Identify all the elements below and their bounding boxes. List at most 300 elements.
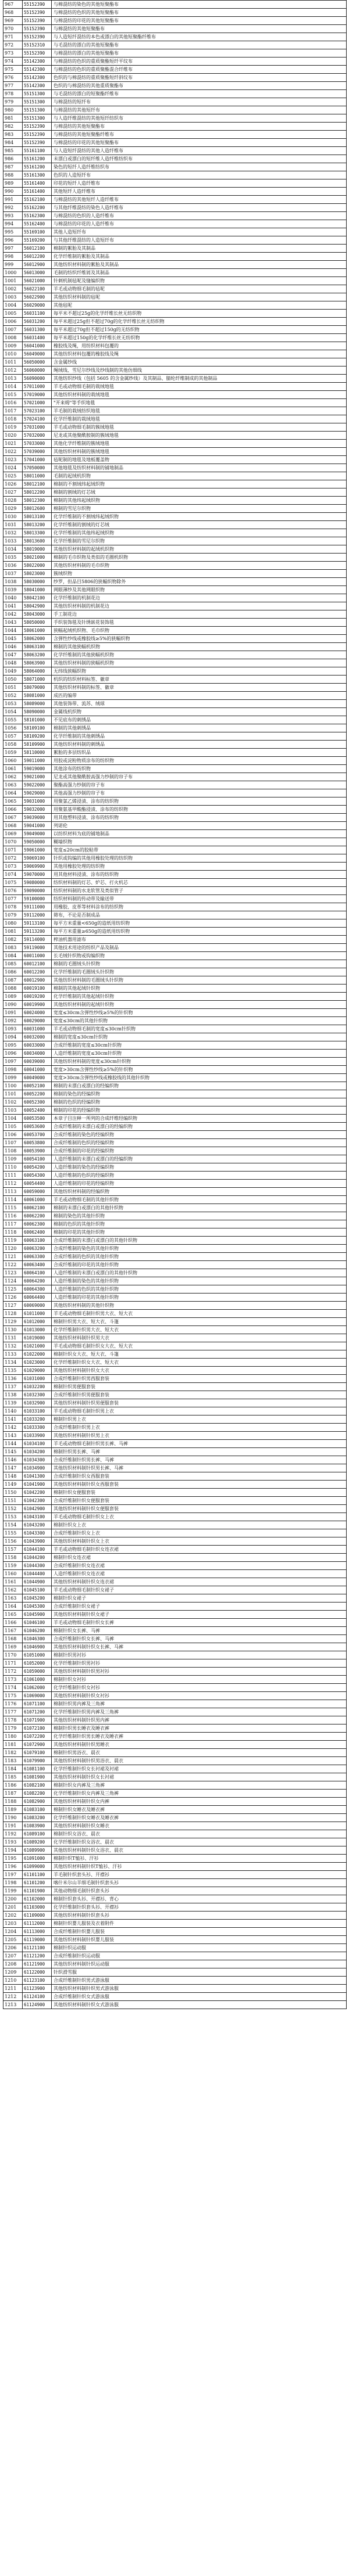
row-number: 978 <box>3 90 23 98</box>
row-number: 1148 <box>3 1472 23 1480</box>
product-name: 其他纺织材料制针织套头衫 <box>54 1913 109 1918</box>
product-name: 与棉混纺的漂白的其他短聚酯布 <box>54 51 119 56</box>
tariff-code: 60019900 <box>23 1001 52 1008</box>
table-row <box>3 936 346 944</box>
tariff-code: 60061000 <box>23 1196 52 1203</box>
table-row <box>3 765 346 773</box>
tariff-code: 61033300 <box>23 1424 52 1431</box>
tariff-code: 61089900 <box>23 1846 52 1854</box>
product-name: 化学纤维制的其他刺绣品 <box>54 734 105 739</box>
row-number: 1200 <box>3 1895 23 1903</box>
table-row <box>3 1635 346 1643</box>
product-name: 化学纤维制的絮胎及其制品 <box>54 254 109 259</box>
product-name: 羊毛或动物细毛制针织男上衣 <box>54 1409 114 1414</box>
tariff-code: 55152390 <box>23 139 52 146</box>
row-number: 1084 <box>3 952 23 960</box>
row-number: 1073 <box>3 863 23 870</box>
row-number: 1169 <box>3 1643 23 1651</box>
row-number: 1168 <box>3 1635 23 1643</box>
table-row <box>3 245 346 253</box>
row-number: 1075 <box>3 879 23 886</box>
table-row <box>3 732 346 741</box>
row-number: 1167 <box>3 1627 23 1634</box>
tariff-code: 57039000 <box>23 448 52 455</box>
product-name: 与人造短纤混纺的其他人造纤维布 <box>54 148 123 153</box>
row-number: 1087 <box>3 976 23 984</box>
table-row <box>3 448 346 456</box>
product-name: 其他技术用途的纺织产品及制品 <box>54 945 119 950</box>
table-row <box>3 464 346 472</box>
product-name: 合成纤维制针织女上衣 <box>54 1530 100 1536</box>
product-name: 用橡胶、皮革等材料涂布的纺织物 <box>54 904 123 910</box>
tariff-code: 57031000 <box>23 423 52 431</box>
product-name: 棉制针织女浴衣、晨衣 <box>54 1831 100 1837</box>
row-number: 1201 <box>3 1903 23 1911</box>
tariff-code: 58012300 <box>23 497 52 504</box>
tariff-code: 60019100 <box>23 985 52 992</box>
product-name: 针织或钩编的其他用橡胶处理的纺织物 <box>54 856 133 861</box>
row-number: 1096 <box>3 1050 23 1057</box>
tariff-code: 61112000 <box>23 1920 52 1927</box>
table-row <box>3 789 346 797</box>
tariff-code: 58109900 <box>23 741 52 748</box>
tariff-code: 61019000 <box>23 1334 52 1342</box>
row-number: 1171 <box>3 1659 23 1667</box>
row-number: 992 <box>3 204 23 211</box>
table-row <box>3 1302 346 1310</box>
table-row <box>3 895 346 903</box>
table-row <box>3 1993 346 2001</box>
tariff-table <box>3 0 347 2009</box>
table-row <box>3 1074 346 1082</box>
product-name: 化学纤维制针织女内裤及三角裤 <box>54 1791 119 1796</box>
tariff-code: 60031000 <box>23 1025 52 1033</box>
table-row <box>3 49 346 58</box>
table-row <box>3 968 346 976</box>
tariff-code: 61071900 <box>23 1716 52 1724</box>
product-name: 棉制针织女上衣 <box>54 1522 86 1528</box>
table-row <box>3 1066 346 1074</box>
tariff-code: 55162300 <box>23 212 52 220</box>
row-number: 996 <box>3 236 23 244</box>
tariff-code: 61043100 <box>23 1513 52 1521</box>
table-row <box>3 179 346 188</box>
row-number: 1125 <box>3 1285 23 1293</box>
tariff-code: 59069100 <box>23 854 52 862</box>
table-row <box>3 635 346 643</box>
row-number: 1062 <box>3 773 23 781</box>
product-name: 与棉混纺的其他短聚酯纤维布 <box>54 132 114 137</box>
product-name: 其他纺织材料制的经编织物 <box>54 1189 109 1194</box>
table-row <box>3 863 346 871</box>
table-row <box>3 407 346 415</box>
product-name: 每平米超过70g但不超过150g的无纺织物 <box>54 327 140 332</box>
row-number: 1182 <box>3 1749 23 1756</box>
table-row <box>3 1383 346 1391</box>
tariff-code: 58063900 <box>23 659 52 667</box>
table-row <box>3 318 346 326</box>
table-row <box>3 456 346 464</box>
tariff-code: 56050000 <box>23 358 52 366</box>
table-row <box>3 773 346 781</box>
row-number: 1005 <box>3 310 23 317</box>
tariff-code: 58109200 <box>23 732 52 740</box>
product-name: 宽度>30cm含弹性纱线≥5%的针织物 <box>54 1067 133 1072</box>
table-row <box>3 578 346 586</box>
tariff-code: 61034200 <box>23 1448 52 1456</box>
row-number: 1086 <box>3 968 23 976</box>
table-row <box>3 1676 346 1684</box>
row-number: 1178 <box>3 1716 23 1724</box>
tariff-code: 61121900 <box>23 1960 52 1968</box>
product-name: 用聚氨基甲酸酯浸渍、涂布的纺织物 <box>54 807 128 812</box>
product-name: 其他纺织材料制的栽绒地毯 <box>54 392 109 397</box>
row-number: 1191 <box>3 1822 23 1830</box>
row-number: 1079 <box>3 911 23 919</box>
product-name: 与棉混纺的短纤布 <box>54 99 91 105</box>
row-number: 987 <box>3 163 23 171</box>
product-name: 羊毛或动物细毛制针织女大衣、短大衣 <box>54 1343 133 1349</box>
row-number: 1211 <box>3 1985 23 1992</box>
row-number: 1055 <box>3 716 23 724</box>
product-name: 合成纤维制针织男上衣 <box>54 1425 100 1430</box>
tariff-code: 59070000 <box>23 871 52 878</box>
row-number: 1107 <box>3 1139 23 1147</box>
product-name: 合成纤维制针织婴儿服装 <box>54 1929 105 1934</box>
tariff-code: 61101100 <box>23 1871 52 1878</box>
product-name: 与人造短纤混纺的本色或漂白的其他短聚酯纤维布 <box>54 34 156 39</box>
tariff-code: 58090000 <box>23 708 52 716</box>
product-name: 其他用橡胶处理的纺织物 <box>54 864 105 869</box>
tariff-code: 57021000 <box>23 399 52 407</box>
tariff-code: 58023000 <box>23 570 52 577</box>
row-number: 1012 <box>3 367 23 374</box>
row-number: 1039 <box>3 586 23 594</box>
product-name: 棉制针织男便服套装 <box>54 1384 95 1389</box>
table-row <box>3 684 346 692</box>
product-name: 其他纺织材料制针织女长衬裙 <box>54 1774 114 1780</box>
tariff-code: 55152390 <box>23 1 52 8</box>
row-number: 1193 <box>3 1838 23 1846</box>
row-number: 975 <box>3 66 23 73</box>
row-number: 991 <box>3 196 23 203</box>
tariff-code: 55161400 <box>23 179 52 187</box>
row-number: 979 <box>3 98 23 106</box>
product-name: 棉制针织女长裤、马裤 <box>54 1628 100 1633</box>
product-name: "开来姆"等手织地毯 <box>54 400 95 405</box>
product-name: 合成纤维制针织女长裤、马裤 <box>54 1636 114 1641</box>
row-number: 1213 <box>3 2001 23 2009</box>
row-number: 1041 <box>3 602 23 610</box>
product-name: 棉制的未漂白或漂白的经编织物 <box>54 1083 119 1088</box>
row-number: 994 <box>3 220 23 228</box>
table-row <box>3 1350 346 1359</box>
product-name: 棉制针织婴儿服装及衣着附件 <box>54 1921 114 1926</box>
product-name: 含弹性纱线或橡胶线≥5%的狭幅织物 <box>54 636 130 641</box>
table-row <box>3 903 346 911</box>
table-row <box>3 1912 346 1920</box>
tariff-code: 55151300 <box>23 98 52 106</box>
table-row <box>3 797 346 806</box>
table-row <box>3 1415 346 1424</box>
tariff-code: 61032900 <box>23 1399 52 1407</box>
row-number: 1088 <box>3 985 23 992</box>
tariff-code: 60062200 <box>23 1212 52 1220</box>
product-name: 长毛绒针织物或钩编织物 <box>54 953 105 958</box>
product-name: 棉制针织女连衣裙 <box>54 1555 91 1560</box>
row-number: 1127 <box>3 1302 23 1309</box>
table-row <box>3 391 346 399</box>
product-name: 纺织材料制的传动带及输送带 <box>54 896 114 901</box>
product-name: 与棉混纺的印花的其他短聚酯布 <box>54 18 119 23</box>
tariff-code: 59114000 <box>23 936 52 943</box>
table-row <box>3 1456 346 1464</box>
product-name: 棉制的割绒的灯芯绒 <box>54 490 95 495</box>
product-name: 其他纺织材料包覆的橡胶线及绳 <box>54 351 119 357</box>
row-number: 1154 <box>3 1521 23 1529</box>
product-name: 筛布，不论是否制成品 <box>54 912 100 918</box>
row-number: 1143 <box>3 1432 23 1439</box>
row-number: 1044 <box>3 627 23 634</box>
tariff-code: 58042900 <box>23 602 52 610</box>
row-number: 1160 <box>3 1570 23 1578</box>
table-row <box>3 147 346 155</box>
tariff-code: 57023100 <box>23 407 52 415</box>
tariff-code: 61045100 <box>23 1586 52 1594</box>
tariff-code: 56031300 <box>23 326 52 333</box>
tariff-code: 58030000 <box>23 578 52 585</box>
row-number: 1155 <box>3 1529 23 1537</box>
product-name: 棉制针织男大衣、短大衣、斗篷 <box>54 1319 119 1324</box>
product-name: 棉制针织女内裤及三角裤 <box>54 1783 105 1788</box>
table-row <box>3 1765 346 1773</box>
tariff-code: 60054400 <box>23 1180 52 1187</box>
tariff-code: 58081000 <box>23 692 52 699</box>
table-row <box>3 1025 346 1033</box>
product-name: 其他纺织材料制针织女式游泳服 <box>54 2002 119 2007</box>
row-number: 1157 <box>3 1546 23 1553</box>
tariff-code: 61042200 <box>23 1489 52 1496</box>
row-number: 1202 <box>3 1912 23 1919</box>
tariff-code: 61046200 <box>23 1627 52 1634</box>
table-row <box>3 879 346 887</box>
table-row <box>3 716 346 724</box>
row-number: 1065 <box>3 797 23 805</box>
row-number: 1069 <box>3 830 23 838</box>
row-number: 1185 <box>3 1773 23 1781</box>
product-name: 簇绒织物 <box>54 571 72 576</box>
product-name: 棉制的雪尼尔织物 <box>54 506 91 511</box>
table-row <box>3 610 346 619</box>
table-row <box>3 1586 346 1594</box>
tariff-code: 58064000 <box>23 667 52 675</box>
product-name: 人造纤维制的宽度≤30cm针织物 <box>54 1051 122 1056</box>
product-name: 其他化学纤维制的簇绒地毯 <box>54 441 109 446</box>
product-name: 其他纺织材料制针织女连衣裙 <box>54 1579 114 1585</box>
tariff-code: 61082200 <box>23 1790 52 1797</box>
tariff-code: 59090000 <box>23 887 52 894</box>
row-number: 1166 <box>3 1619 23 1626</box>
product-name: 与棉混纺的印花的人造纤维布 <box>54 221 114 227</box>
product-name: 其他纺织纱线（包括 5605 的含金属纱线）及其制品、腈纶纤维制成的其他制品 <box>54 376 218 381</box>
tariff-code: 59022000 <box>23 781 52 789</box>
row-number: 1187 <box>3 1790 23 1797</box>
table-row <box>3 724 346 732</box>
table-row <box>3 423 346 432</box>
row-number: 983 <box>3 131 23 138</box>
tariff-code: 55169200 <box>23 236 52 244</box>
tariff-code: 59111000 <box>23 903 52 911</box>
table-row <box>3 1977 346 1985</box>
product-name: 羊毛制针织套头衫、开襟衫 <box>54 1872 109 1877</box>
table-row <box>3 1716 346 1724</box>
row-number: 995 <box>3 228 23 236</box>
tariff-code: 58062000 <box>23 635 52 642</box>
product-name: 与其他纤维混纺的染色人造纤维布 <box>54 205 123 210</box>
table-row <box>3 602 346 610</box>
tariff-code: 60063100 <box>23 1237 52 1244</box>
table-row <box>3 1245 346 1253</box>
product-name: 棉制的其他刺绣品 <box>54 725 91 731</box>
row-number: 1195 <box>3 1855 23 1862</box>
row-number: 1142 <box>3 1424 23 1431</box>
row-number: 1025 <box>3 472 23 480</box>
row-number: 1179 <box>3 1724 23 1732</box>
tariff-code: 61046100 <box>23 1619 52 1626</box>
tariff-code: 57019000 <box>23 391 52 398</box>
row-number: 1027 <box>3 488 23 496</box>
product-name: 人造纤维制针织女连衣裙 <box>54 1571 105 1576</box>
table-row <box>3 1603 346 1611</box>
row-number: 1113 <box>3 1188 23 1195</box>
table-row <box>3 911 346 919</box>
table-row <box>3 1139 346 1147</box>
product-name: 合成纤维制针织女连衣裙 <box>54 1563 105 1568</box>
tariff-code: 56022900 <box>23 293 52 301</box>
product-name: 毛制的起绒机织物 <box>54 473 91 479</box>
row-number: 1011 <box>3 358 23 366</box>
tariff-code: 61044900 <box>23 1578 52 1586</box>
row-number: 1181 <box>3 1741 23 1748</box>
tariff-code: 60062100 <box>23 1204 52 1212</box>
row-number: 1029 <box>3 505 23 512</box>
row-number: 1008 <box>3 334 23 342</box>
row-number: 1126 <box>3 1294 23 1301</box>
product-name: 用其他塑料浸渍、涂布的纺织物 <box>54 815 119 820</box>
table-row <box>3 993 346 1001</box>
table-row <box>3 1098 346 1106</box>
table-row <box>3 1546 346 1554</box>
tariff-code: 60039000 <box>23 1058 52 1065</box>
row-number: 1022 <box>3 448 23 455</box>
tariff-code: 60062400 <box>23 1228 52 1236</box>
tariff-code: 56090000 <box>23 375 52 382</box>
table-row <box>3 261 346 269</box>
product-name: 羊毛或动物细毛制的宽度≤30cm针织物 <box>54 1026 136 1032</box>
row-number: 1000 <box>3 269 23 276</box>
table-row <box>3 1310 346 1318</box>
row-number: 1051 <box>3 684 23 691</box>
row-number: 1054 <box>3 708 23 716</box>
product-name: 其他纺织材料制针织女内裤 <box>54 1799 109 1804</box>
tariff-code: 61113000 <box>23 1928 52 1935</box>
table-row <box>3 960 346 968</box>
tariff-code: 60052200 <box>23 1090 52 1098</box>
row-number: 1164 <box>3 1603 23 1610</box>
table-row <box>3 1985 346 1993</box>
tariff-code: 55152390 <box>23 49 52 57</box>
product-name: 人造纤维制的色织的其他针织物 <box>54 1287 119 1292</box>
product-name: 棉制针织运动服 <box>54 1945 86 1950</box>
tariff-code: 61079900 <box>23 1757 52 1765</box>
tariff-code: 60052300 <box>23 1098 52 1106</box>
tariff-code: 59049000 <box>23 830 52 838</box>
tariff-code: 61083900 <box>23 1822 52 1830</box>
product-name: 棉制针织女大衣、短大衣、斗篷 <box>54 1352 119 1357</box>
row-number: 984 <box>3 139 23 146</box>
row-number: 1109 <box>3 1155 23 1163</box>
row-number: 1180 <box>3 1733 23 1740</box>
table-row <box>3 1448 346 1456</box>
table-row <box>3 383 346 391</box>
tariff-code: 59019000 <box>23 765 52 773</box>
row-number: 1076 <box>3 887 23 894</box>
row-number: 1123 <box>3 1269 23 1277</box>
row-number: 977 <box>3 82 23 89</box>
row-number: 1186 <box>3 1781 23 1789</box>
row-number: 1199 <box>3 1887 23 1895</box>
tariff-code: 56029000 <box>23 301 52 309</box>
table-row <box>3 1806 346 1814</box>
product-name: 其他纺织材料制针织女大衣 <box>54 1368 109 1373</box>
product-name: 其他短纤人造纤维布 <box>54 189 95 194</box>
row-number: 1134 <box>3 1359 23 1366</box>
row-number: 1060 <box>3 757 23 764</box>
row-number: 1059 <box>3 749 23 756</box>
product-name: 其他纺织材料制的毛圈绒头针织物 <box>54 978 123 983</box>
product-name: 合成纤维制针织男式游泳服 <box>54 1978 109 1983</box>
row-number: 1043 <box>3 619 23 626</box>
tariff-code: 58063100 <box>23 643 52 651</box>
product-name: 棉制针织套头衫、开襟衫、背心 <box>54 1896 119 1902</box>
row-number: 1159 <box>3 1562 23 1569</box>
table-row <box>3 155 346 163</box>
tariff-code: 58109100 <box>23 724 52 732</box>
row-number: 1105 <box>3 1123 23 1130</box>
table-row <box>3 1090 346 1098</box>
row-number: 1114 <box>3 1196 23 1203</box>
row-number: 1048 <box>3 659 23 667</box>
product-name: 人造纤维制的色织的经编织物 <box>54 1173 114 1178</box>
tariff-code: 61101900 <box>23 1887 52 1895</box>
table-row <box>3 919 346 928</box>
product-name: 与棉混纺的其他短聚酯布 <box>54 124 105 129</box>
row-number: 974 <box>3 58 23 65</box>
table-row <box>3 1375 346 1383</box>
row-number: 1103 <box>3 1106 23 1114</box>
tariff-code: 61011000 <box>23 1310 52 1317</box>
product-name: 化学纤维制的毛圈绒头针织物 <box>54 969 114 975</box>
row-number: 1128 <box>3 1310 23 1317</box>
row-number: 1050 <box>3 676 23 683</box>
row-number: 1140 <box>3 1407 23 1415</box>
product-name: 宽度>30cm含弹性纱线或橡胶线的其他针织物 <box>54 1075 149 1080</box>
row-number: 1032 <box>3 529 23 537</box>
table-row <box>3 1424 346 1432</box>
product-name: 化学纤维制的雪尼尔织物 <box>54 538 105 544</box>
table-row <box>3 58 346 66</box>
row-number: 1112 <box>3 1180 23 1187</box>
